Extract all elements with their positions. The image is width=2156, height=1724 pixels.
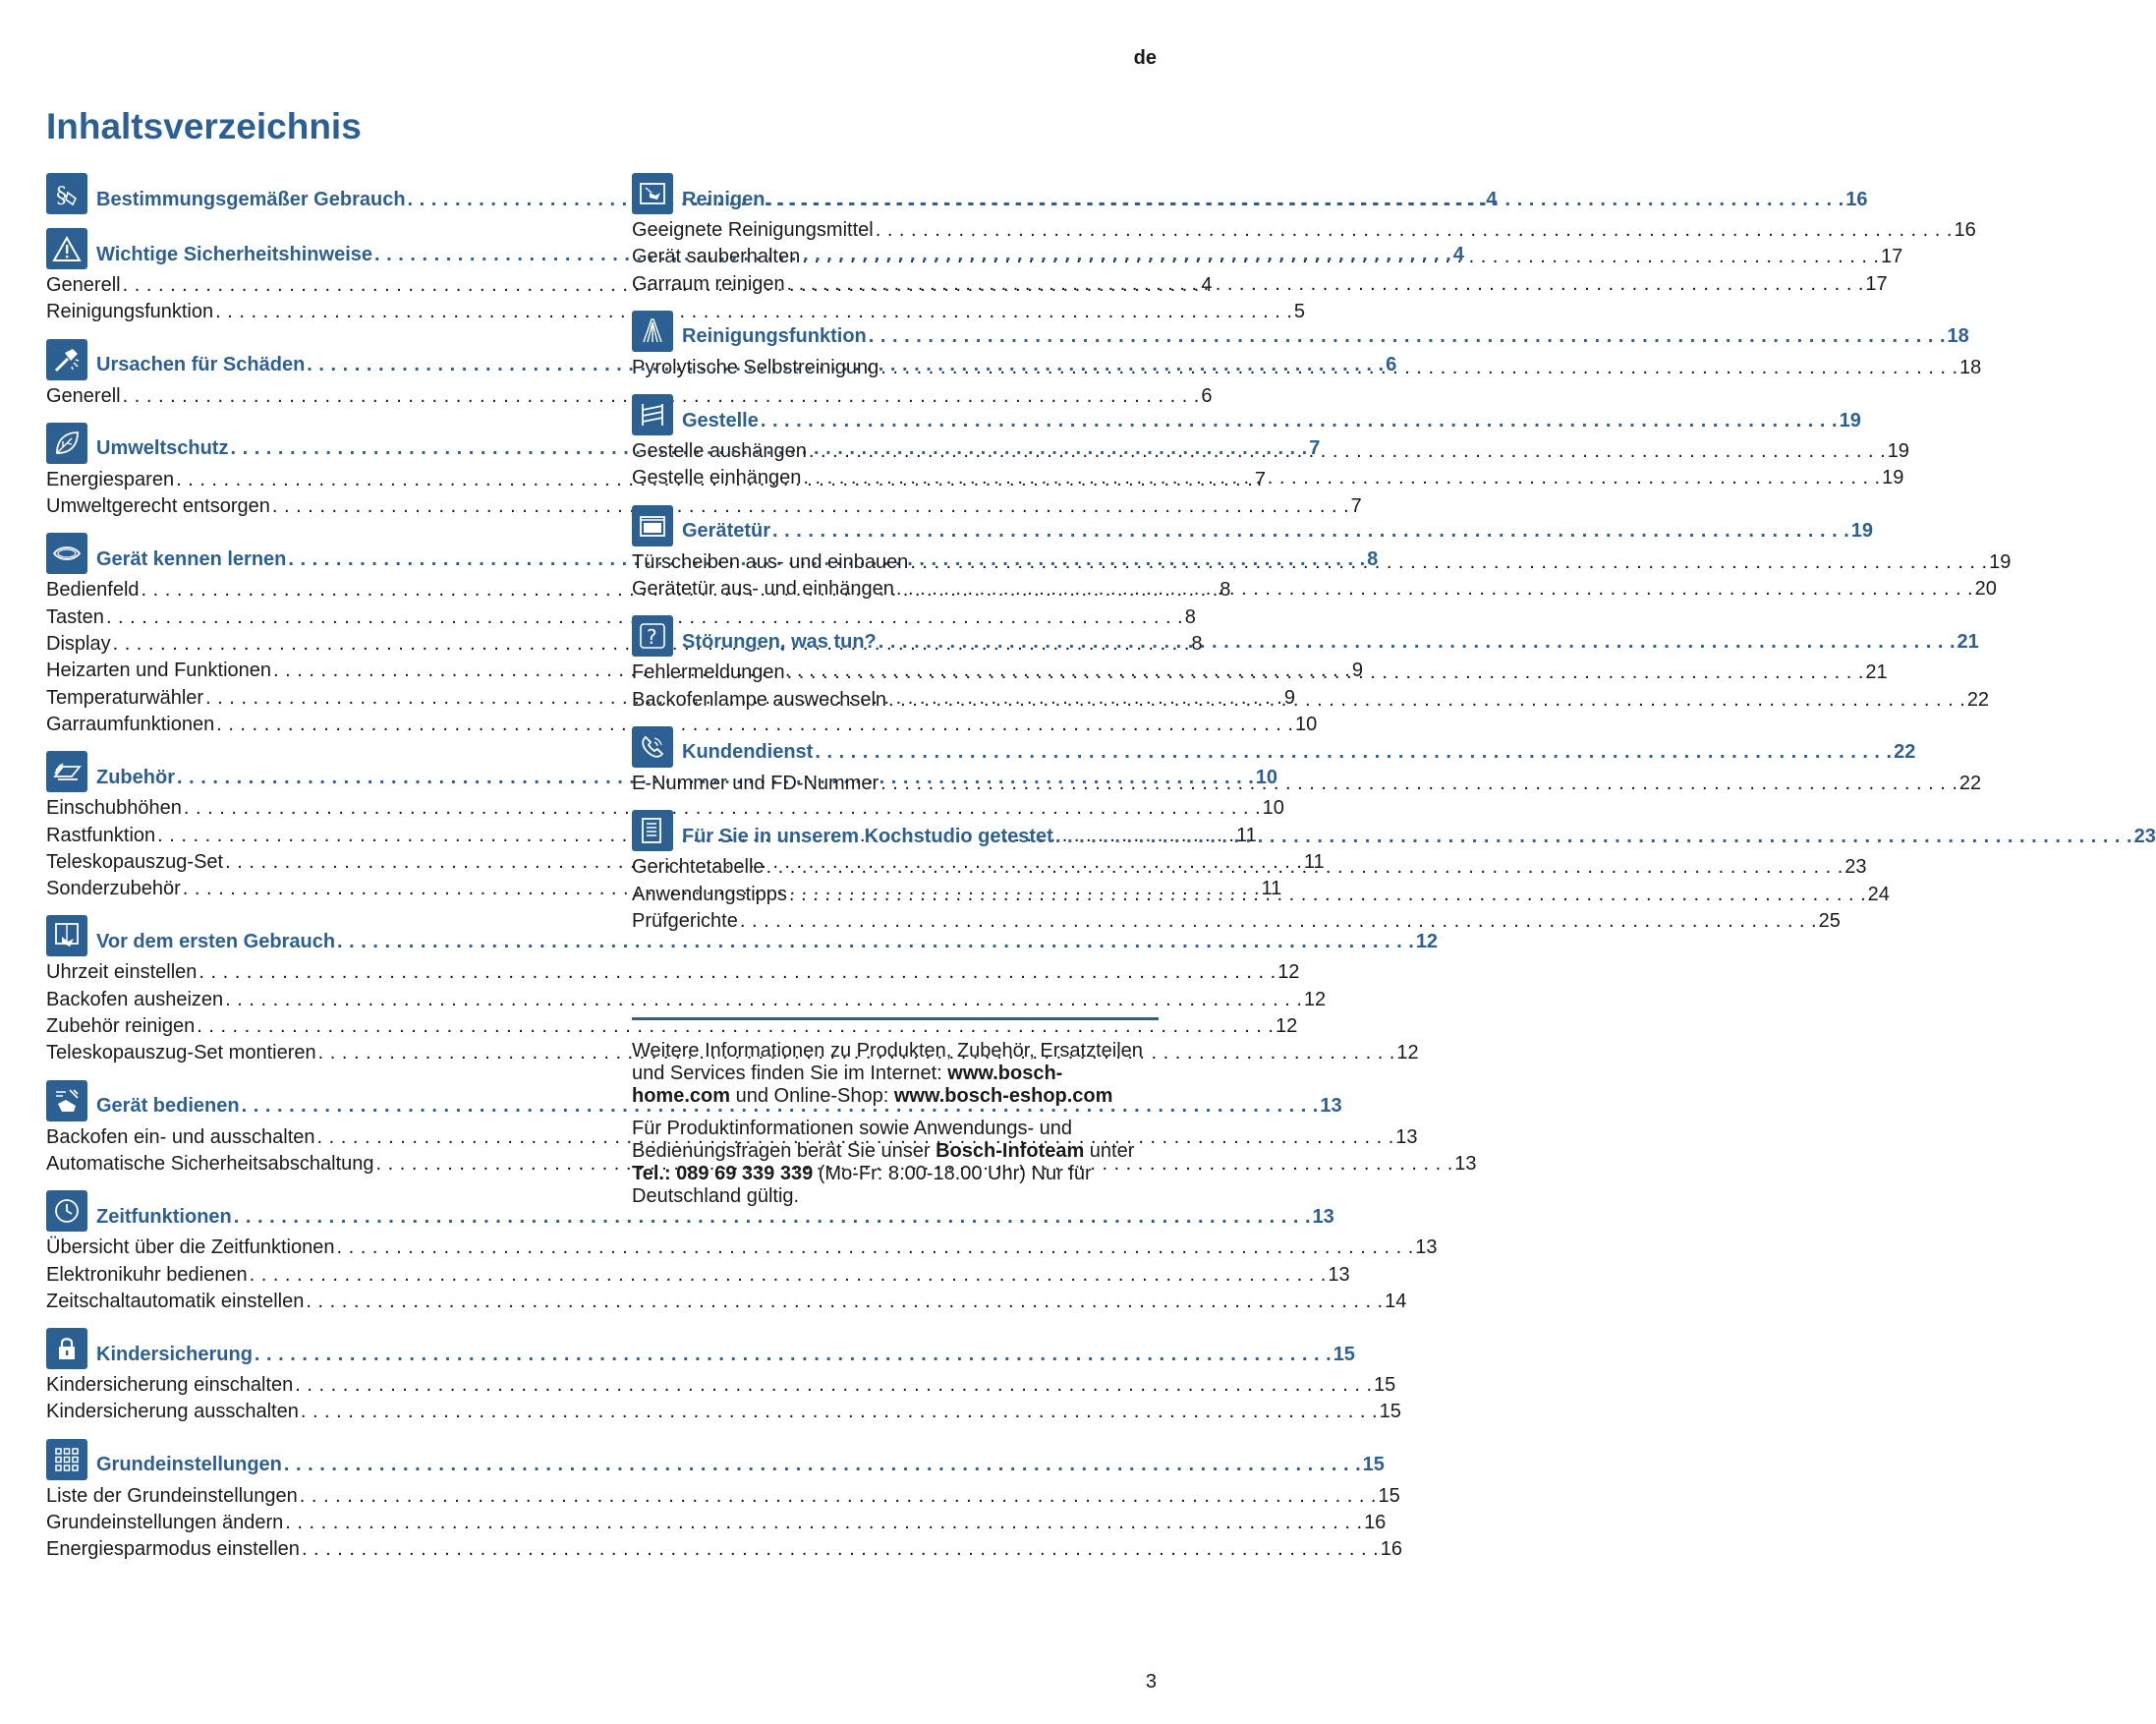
entry-page: 12 xyxy=(1396,1042,1419,1064)
toc-entry[interactable] xyxy=(632,549,2012,576)
toc-entry[interactable] xyxy=(632,687,1990,714)
entry-label: Übersicht über die Zeitfunktionen xyxy=(46,1236,335,1259)
leader-dots xyxy=(789,882,1866,908)
svg-text:?: ? xyxy=(647,625,657,650)
section-title: Zeitfunktionen xyxy=(96,1205,232,1228)
section-heading[interactable] xyxy=(46,1189,1334,1233)
section-heading[interactable] xyxy=(632,310,1969,353)
toc-entry[interactable] xyxy=(46,1262,1350,1289)
entry-label: Backofen ausheizen xyxy=(46,988,224,1010)
section-title: Gerät kennen lernen xyxy=(96,547,287,570)
info-divider xyxy=(632,1017,1159,1020)
info-paragraph-hotline: Für Produktinformationen sowie Anwendungs- und Bedienungsfragen berät Sie unser Bosch-Infoteam unter Tel.: 089 69 339 339 (Mo-Fr: 8.00-18.00 Uhr) Nur für Deutschland gültig. xyxy=(632,1118,1135,1207)
language-label: de xyxy=(1133,47,1157,69)
section-page: 19 xyxy=(1850,520,1874,543)
entry-label: Bedienfeld xyxy=(46,579,140,602)
hand-control-icon xyxy=(46,1080,87,1121)
entry-label: E-Nummer und FD-Nummer xyxy=(632,772,879,794)
toc-entry[interactable] xyxy=(46,299,1306,325)
section-heading[interactable] xyxy=(632,614,1979,658)
entry-page: 19 xyxy=(1882,467,1904,489)
leader-dots xyxy=(787,271,1864,298)
info-paragraph-internet: Weitere Informationen zu Produkten, Zubehör, Ersatzteilen und Services finden Sie im Internet: www.bosch-home.com und Online-Shop: www.bosch-eshop.com xyxy=(632,1040,1143,1107)
entry-label: Garraum reinigen xyxy=(632,272,785,295)
entry-page: 6 xyxy=(1201,384,1213,407)
toc-section-reinigen xyxy=(632,172,1976,298)
lock-icon xyxy=(46,1328,87,1369)
entry-page: 22 xyxy=(1958,772,1982,794)
section-page: 19 xyxy=(1839,409,1861,431)
section-title-row xyxy=(682,729,1915,764)
entry-page: 19 xyxy=(1989,550,2012,573)
toc-entry[interactable] xyxy=(632,217,1976,244)
section-page: 7 xyxy=(1309,437,1321,460)
leader-dots xyxy=(910,549,1987,576)
section-title: Kundendienst xyxy=(682,741,814,764)
door-icon xyxy=(632,505,673,546)
eshop-url-link[interactable]: www.bosch-eshop.com xyxy=(893,1085,1113,1107)
leader-dots xyxy=(880,355,1957,381)
cleaning-icon xyxy=(632,173,673,214)
toc-section-stoerungen-was-tun xyxy=(632,614,1990,714)
entry-label: Geeignete Reinigungsmittel xyxy=(632,219,874,241)
section-title: Störungen, was tun? xyxy=(682,630,877,653)
section-page: 12 xyxy=(1415,930,1439,952)
document-icon xyxy=(632,810,673,851)
section-page: 4 xyxy=(1452,243,1464,265)
toc-entry[interactable] xyxy=(46,959,1300,986)
section-page: 6 xyxy=(1386,354,1397,376)
entry-label: Türscheiben aus- und einbauen xyxy=(632,550,909,573)
section-title-row xyxy=(96,1442,1385,1476)
section-heading[interactable] xyxy=(46,1327,1355,1370)
entry-label: Prüfgerichte xyxy=(632,909,738,932)
entry-page: 10 xyxy=(1294,713,1318,735)
entry-page: 11 xyxy=(1235,824,1257,846)
entry-label: Zubehör reinigen xyxy=(46,1015,196,1038)
leader-dots xyxy=(879,631,1956,654)
toc-entry[interactable] xyxy=(632,576,1997,603)
entry-page: 15 xyxy=(1378,1484,1400,1507)
entry-label: Garraumfunktionen xyxy=(46,713,215,735)
leader-dots xyxy=(295,1372,1372,1399)
entry-label: Backofenlampe auswechseln xyxy=(632,688,887,711)
leader-dots xyxy=(302,1536,1379,1563)
entry-page: 10 xyxy=(1262,797,1284,820)
section-title-row xyxy=(682,314,1969,348)
toc-entry[interactable] xyxy=(632,271,1888,298)
leader-dots xyxy=(301,1399,1378,1425)
section-title: Für Sie in unserem Kochstudio getestet xyxy=(682,825,1053,847)
entry-label: Energiesparen xyxy=(46,468,175,490)
toc-section-gestelle xyxy=(632,393,1909,492)
toc-entry[interactable] xyxy=(46,1483,1400,1510)
entry-page: 15 xyxy=(1379,1401,1401,1423)
toc-section-kindersicherung xyxy=(46,1327,1401,1426)
entry-label: Generell xyxy=(46,384,121,407)
entry-label: Uhrzeit einstellen xyxy=(46,961,198,984)
toc-section-geraetetuer xyxy=(632,504,2012,603)
section-page: 4 xyxy=(1486,188,1498,210)
infoteam-name: Bosch-Infoteam xyxy=(936,1140,1085,1162)
entry-label: Generell xyxy=(46,274,121,296)
section-title-row xyxy=(682,398,1861,432)
toc-entry[interactable] xyxy=(46,987,1327,1013)
entry-label: Energiesparmodus einstellen xyxy=(46,1538,300,1561)
leader-dots xyxy=(766,189,1844,211)
leaf-icon xyxy=(46,423,87,464)
entry-label: Fehlermeldungen xyxy=(632,661,785,684)
toc-entry[interactable] xyxy=(46,1510,1387,1536)
toc-section-grundeinstellungen xyxy=(46,1438,1402,1564)
entry-label: Display xyxy=(46,633,111,656)
section-page: 16 xyxy=(1845,188,1868,210)
entry-page: 15 xyxy=(1374,1374,1396,1397)
section-title-row xyxy=(96,1332,1355,1366)
section-title: Wichtige Sicherheitshinweise xyxy=(96,243,373,265)
section-heading[interactable] xyxy=(46,1438,1385,1481)
entry-label: Gestelle einhängen xyxy=(632,467,802,489)
leader-dots xyxy=(255,1344,1332,1366)
section-page: 15 xyxy=(1362,1454,1385,1476)
leader-dots xyxy=(772,520,1849,543)
section-title: Umweltschutz xyxy=(96,437,229,460)
leader-dots xyxy=(300,1483,1377,1510)
entry-page: 21 xyxy=(1865,661,1888,684)
leader-dots xyxy=(766,854,1844,881)
entry-page: 13 xyxy=(1395,1125,1418,1148)
section-title: Vor dem ersten Gebrauch xyxy=(96,930,336,952)
section-title: Grundeinstellungen xyxy=(96,1454,282,1476)
entry-page: 23 xyxy=(1844,856,1867,879)
toc-entry[interactable] xyxy=(632,908,1841,935)
section-heading[interactable] xyxy=(632,172,1868,215)
entry-label: Rastfunktion xyxy=(46,824,156,846)
entry-label: Tasten xyxy=(46,605,104,628)
entry-page: 17 xyxy=(1881,246,1903,268)
section-title: Reinigen xyxy=(682,188,766,210)
entry-label: Liste der Grundeinstellungen xyxy=(46,1484,298,1507)
entry-page: 14 xyxy=(1385,1290,1407,1312)
toc-entry[interactable] xyxy=(46,1536,1402,1563)
entry-label: Einschubhöhen xyxy=(46,797,182,820)
svg-text:§: § xyxy=(56,184,67,208)
rack-icon xyxy=(632,394,673,435)
leader-dots xyxy=(803,465,1880,491)
section-page: 13 xyxy=(1320,1095,1342,1118)
entry-page: 7 xyxy=(1350,495,1362,518)
leader-dots xyxy=(802,244,1879,270)
toc-entry[interactable] xyxy=(632,244,1903,270)
entry-page: 12 xyxy=(1275,1015,1298,1038)
leader-dots xyxy=(1055,826,2132,848)
page-title: Inhaltsverzeichnis xyxy=(46,106,362,146)
toc-entry[interactable] xyxy=(46,1235,1438,1261)
section-title: Bestimmungsgemäßer Gebrauch xyxy=(96,188,406,210)
leader-dots xyxy=(815,741,1892,764)
entry-page: 11 xyxy=(1303,850,1325,873)
leader-dots xyxy=(880,771,1957,797)
entry-page: 25 xyxy=(1818,909,1841,932)
section-heading[interactable] xyxy=(632,725,1916,769)
entry-label: Gerätetür aus- und einhängen xyxy=(632,578,894,601)
entry-page: 20 xyxy=(1974,578,1997,601)
entry-label: Kindersicherung ausschalten xyxy=(46,1401,299,1423)
eye-icon xyxy=(46,533,87,574)
entry-page: 22 xyxy=(1966,688,1990,711)
leader-dots xyxy=(888,687,1965,714)
entry-label: Gerichtetabelle xyxy=(632,856,765,879)
entry-label: Umweltgerecht entsorgen xyxy=(46,495,270,518)
toc-entry[interactable] xyxy=(46,1013,1298,1040)
toc-entry[interactable] xyxy=(46,1289,1407,1315)
hotline-phone: Tel.: 089 69 339 339 xyxy=(632,1163,814,1184)
entry-page: 16 xyxy=(1380,1538,1402,1561)
leader-dots xyxy=(250,1262,1327,1289)
pyrolysis-icon xyxy=(632,311,673,352)
leader-dots xyxy=(199,959,1276,986)
toc-entry[interactable] xyxy=(46,712,1318,738)
entry-label: Backofen ein- und ausschalten xyxy=(46,1125,315,1148)
home-url-link[interactable]: www.bosch-home.com xyxy=(632,1063,1063,1107)
leader-dots xyxy=(740,908,1817,935)
entry-label: Teleskopauszug-Set montieren xyxy=(46,1042,316,1064)
toc-entry[interactable] xyxy=(46,493,1362,520)
phone-icon xyxy=(632,726,673,768)
toc-entry[interactable] xyxy=(46,383,1213,410)
entry-page: 12 xyxy=(1303,988,1327,1010)
section-page: 21 xyxy=(1957,630,1979,653)
leader-dots xyxy=(787,660,1864,686)
section-heading[interactable] xyxy=(632,393,1861,436)
entry-label: Temperaturwähler xyxy=(46,686,204,709)
entry-page: 4 xyxy=(1201,274,1213,296)
section-page: 23 xyxy=(2133,825,2156,847)
toc-entry[interactable] xyxy=(46,604,1196,631)
section-title: Gestelle xyxy=(682,409,759,431)
entry-page: 9 xyxy=(1351,660,1363,682)
entry-page: 13 xyxy=(1415,1236,1438,1259)
toc-entry[interactable] xyxy=(632,660,1888,686)
section-heading[interactable] xyxy=(632,504,1874,547)
entry-page: 11 xyxy=(1261,878,1282,900)
entry-page: 8 xyxy=(1184,605,1196,628)
toc-entry[interactable] xyxy=(46,1040,1419,1066)
toc-entry[interactable] xyxy=(46,1399,1401,1425)
page-number: 3 xyxy=(1145,1671,1157,1693)
entry-page: 19 xyxy=(1887,440,1909,463)
leader-dots xyxy=(225,987,1302,1013)
hand-book-icon xyxy=(46,915,87,956)
leader-dots xyxy=(869,325,1946,348)
entry-page: 18 xyxy=(1959,356,1982,378)
entry-page: 5 xyxy=(1293,301,1306,323)
section-title: Gerät bedienen xyxy=(96,1095,240,1118)
section-title-row xyxy=(682,177,1867,211)
tray-icon xyxy=(46,751,87,792)
toc-entry[interactable] xyxy=(46,1372,1396,1399)
section-page: 22 xyxy=(1894,741,1916,764)
entry-page: 16 xyxy=(1954,219,1976,241)
hammer-icon xyxy=(46,339,87,380)
section-title: Ursachen für Schäden xyxy=(96,354,306,376)
toc-entry[interactable] xyxy=(632,355,1982,381)
leader-dots xyxy=(809,438,1886,465)
entry-label: Automatische Sicherheitsabschaltung xyxy=(46,1152,374,1175)
entry-page: 24 xyxy=(1867,883,1890,905)
section-title-row xyxy=(682,619,1979,654)
leader-dots xyxy=(285,1510,1362,1536)
entry-label: Sonderzubehör xyxy=(46,878,181,900)
entry-label: Reinigungsfunktion xyxy=(46,301,214,323)
entry-label: Kindersicherung einschalten xyxy=(46,1374,294,1397)
entry-label: Teleskopauszug-Set xyxy=(46,850,224,873)
grid-icon xyxy=(46,1439,87,1480)
entry-label: Grundeinstellungen ändern xyxy=(46,1512,284,1534)
entry-page: 7 xyxy=(1254,468,1266,490)
leader-dots xyxy=(761,410,1838,432)
section-page: 10 xyxy=(1255,766,1278,788)
entry-label: Heizarten und Funktionen xyxy=(46,660,272,682)
section-title: Gerätetür xyxy=(682,520,771,543)
clock-icon xyxy=(46,1190,87,1232)
entry-page: 16 xyxy=(1364,1512,1387,1534)
leader-dots xyxy=(284,1454,1361,1476)
section-page: 15 xyxy=(1333,1343,1355,1365)
question-icon xyxy=(632,615,673,657)
entry-label: Zeitschaltautomatik einstellen xyxy=(46,1290,305,1312)
section-page: 13 xyxy=(1312,1205,1334,1228)
info-block xyxy=(632,1040,1159,1218)
entry-page: 8 xyxy=(1191,633,1203,656)
warning-icon xyxy=(46,228,87,269)
toc-section-zeitfunktionen xyxy=(46,1189,1438,1315)
entry-page: 12 xyxy=(1277,961,1300,984)
section-title: Zubehör xyxy=(96,766,175,788)
entry-page: 13 xyxy=(1454,1152,1477,1175)
entry-page: 9 xyxy=(1283,686,1295,709)
toc-entry[interactable] xyxy=(46,795,1284,822)
entry-label: Gestelle aushängen xyxy=(632,440,807,463)
leader-dots xyxy=(876,217,1953,244)
entry-label: Elektronikuhr bedienen xyxy=(46,1263,248,1286)
toc-entry[interactable] xyxy=(632,438,1909,465)
entry-page: 13 xyxy=(1328,1263,1350,1286)
section-title: Reinigungsfunktion xyxy=(682,325,867,348)
toc-section-reinigungsfunktion xyxy=(632,310,1982,381)
leader-dots xyxy=(896,576,1973,603)
section-title-row xyxy=(682,508,1873,543)
leader-dots xyxy=(306,1289,1383,1315)
entry-label: Anwendungstipps xyxy=(632,883,787,905)
paragraph-icon xyxy=(46,173,87,214)
section-title: Kindersicherung xyxy=(96,1343,253,1365)
leader-dots xyxy=(337,1235,1414,1261)
section-page: 18 xyxy=(1947,325,1969,348)
entry-page: 17 xyxy=(1865,272,1888,295)
section-page: 8 xyxy=(1367,547,1379,570)
entry-label: Gerät sauberhalten xyxy=(632,246,801,268)
toc-entry[interactable] xyxy=(632,465,1904,491)
entry-page: 8 xyxy=(1220,579,1231,602)
section-title-row xyxy=(682,814,2156,848)
entry-label: Pyrolytische Selbstreinigung xyxy=(632,356,879,378)
